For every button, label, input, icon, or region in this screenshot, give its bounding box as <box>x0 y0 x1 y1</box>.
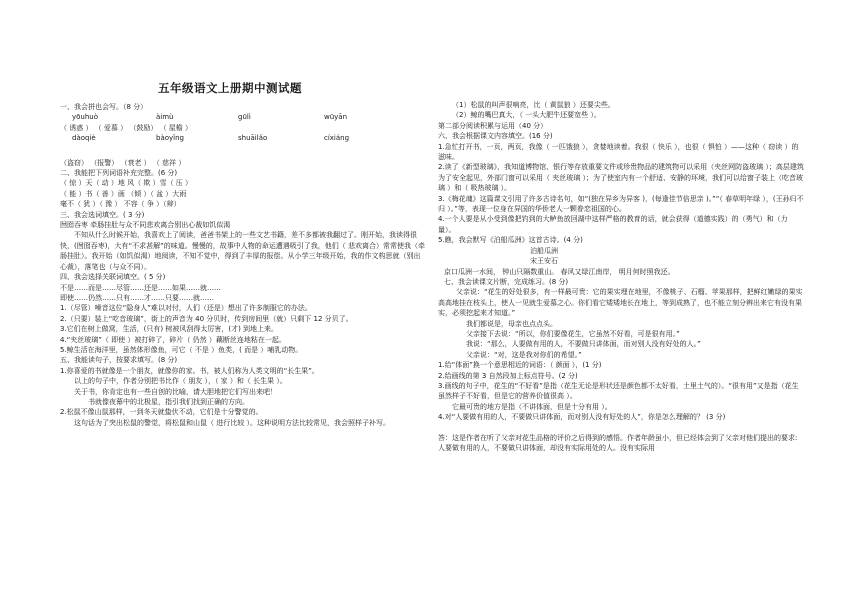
answer-row-1: （ 诱惑 ） （ 爱慕 ） （鼓励） （ 屋檐 ） <box>60 123 193 132</box>
answer-row-2: （盗窃） （报警） （衰老 ） （ 慈祥 ） <box>60 158 186 167</box>
question: 4.“夹丝玻璃”（ 即使 ）被打碎了，碎片（ 仍然 ）藕断丝连地粘在一起。 <box>60 335 286 344</box>
section-4-heading: 四、我会选择关联词填空。( 5 分) <box>60 273 166 282</box>
question: 2.松鼠不像山鼠那样，一到冬天就蛰伏不动，它们是十分警觉的。 <box>60 408 263 417</box>
pinyin: àimù <box>156 113 174 122</box>
poem-body: 京口瓜洲一水间， 钟山只隔数重山。 春风又绿江南岸， 明月何时照我还。 <box>444 267 675 276</box>
question: （2）鲸的嘴巴真大，（ 一头大肥牛还要宽些 ）。 <box>452 111 601 120</box>
section-3-heading: 三、我会选词填空。( 3 分) <box>60 210 145 219</box>
question-detail: 这句话为了突出松鼠的警觉，将松鼠和山鼠（ 进行比较 ）。这种说明方法比较常见，我会照样子补写。 <box>74 418 390 427</box>
question: 4.对“人要做有用的人，不要做只讲体面，而对别人没有好处的人”，你是怎么理解的？ (3 分) <box>438 413 726 422</box>
pinyin: yōuhuò <box>72 113 99 122</box>
pinyin: gūlì <box>238 113 251 122</box>
question: （1）松鼠的叫声很响亮，比（ 黄鼠狼 ）还要尖些。 <box>452 101 615 109</box>
question: 2.（只要）装上“吃音玻璃”，街上的声音为 40 分贝时，传到房间里（就）只剩下 12 分贝了。 <box>60 314 353 323</box>
question-detail: 关于书，你肯定也有一些自创的比喻，请大胆地把它们写出来吧！ <box>74 387 277 396</box>
question: 3.画线的句子中，花生的“不好看”是指（花生无论是形状还是颜色都不太好看，土里土气的）。“很有用”又是指（花生虽然样子不好看，但是它的营养价值很高 ）。 <box>438 381 799 401</box>
pinyin: wūyān <box>324 113 348 122</box>
pinyin-row-1 <box>60 112 425 122</box>
poem-author: 宋王安石 <box>530 257 558 266</box>
pinyin: shuāilǎo <box>238 134 268 143</box>
question: 3.《梅花魂》这篇课文引用了许多古诗名句，如“(独在异乡为异客 )，(每逢佳节倍思亲 )。”“（ 春草明年绿 ），(王孙归不归 ）。”等，表现一位身在异国的华侨老人一颗眷恋祖国的心。 <box>438 194 804 214</box>
section-2-heading: 二、我能把下列词语补充完整。(6 分) <box>60 169 178 178</box>
reading-passage: 我们都说是，母亲也点点头。 <box>466 319 557 328</box>
reading-passage: 父亲说：“对，这是我对你们的希望。” <box>466 350 582 359</box>
pinyin: cíxiáng <box>324 134 350 143</box>
poem-title: 泊船瓜洲 <box>530 246 558 255</box>
reading-passage: 父亲接下去说：“所以，你们要像花生，它虽然不好看，可是很有用。” <box>466 329 680 338</box>
conjunction-options: 不是……而是……尽管……还是……如果……就…… <box>60 283 221 292</box>
question: 2.给画线的第 3 自然段加上标点符号。(2 分) <box>438 371 578 380</box>
answer-text: 答：这是作者在听了父亲对花生品格的评价之后得到的感悟。作者年龄虽小，但已经体会到了父亲对他们提出的要求:人要做有用的人，不要做只讲体面，却没有实际用处的人。没有实际用 <box>438 433 798 452</box>
question: 2.读了《新型玻璃》，我知道博物馆、银行等存放重要文件或珍贵物品的建筑物可以采用（夹丝网防盗玻璃 ）；高层建筑为了安全起见，外部门窗可以采用（ 夹丝玻璃 ）；为了使室内有一个舒适、安静的环境，我们可以给窗子装上（吃音玻璃 ）和（ 吸热玻璃 ）。 <box>438 163 804 193</box>
section-6-heading: 六、我会根据课文内容填空。(16 分) <box>438 132 553 141</box>
question: 1.急忙打开书，一页，两页，我像（ 一匹饿狼 ），贪婪地读着。我很（ 快乐 ），也很（ 惧怕 ）——这种（ 窃读 ）的滋味。 <box>438 142 799 162</box>
question: 5.瞧，我会默写《泊船瓜洲》这首古诗。(4 分) <box>438 236 583 245</box>
question: 5.鲸生活在海洋里，虽然体形像鱼，可它（ 不是 ）鱼类，( 而是 ）哺乳动物。 <box>60 345 303 354</box>
conjunction-options: 即使……仍然……只有……才……只要……就…… <box>60 293 214 302</box>
section-7-heading: 七、我会读课文片断，完成练习。(8 分) <box>444 277 569 286</box>
reading-passage: 父亲说：“花生的好处很多，有一样最可贵：它的果实埋在地里，不像桃子、石榴、苹果那样，把鲜红嫩绿的果实高高地挂在枝头上，使人一见就生爱慕之心。你们看它矮矮地长在地上，等到成熟了，也不能立刻分辨出来它有没有果实，必须挖起来才知道。” <box>438 288 803 318</box>
section-1-heading: 一、我会拼也会写。（8 分） <box>60 103 148 111</box>
idiom-line: （ 惊 ）天（ 动 ）地 风（ 欺 ）雪（ 压 ） <box>60 179 193 188</box>
part-2-heading: 第二部分阅读积累与运用（40 分） <box>438 121 548 130</box>
right-column <box>438 100 804 453</box>
question-detail: 以上的句子中，作者分别把书比作（ 朋友 ），（ 家 ）和（ 长生果 ）。 <box>74 377 287 386</box>
question: 1.（尽管）噪音这位“隐身人”难以对付，人们（还是）想出了许多制服它的办法。 <box>60 304 312 313</box>
pinyin-row-2 <box>60 133 425 143</box>
section-5-heading: 五、我能读句子，按要求填写。(8 分) <box>60 356 178 365</box>
page-title: 五年级语文上册期中测试题 <box>158 81 302 95</box>
question: 4.一个人要是从小受到像把钓到的大鲈鱼放回湖中这样严格的教育的话，就会获得（道德实践）的（勇气）和（力量）。 <box>438 215 788 234</box>
answer-text: 书就像夜幕中的北极星，指引我们找到正确的方向。 <box>88 397 249 406</box>
idiom-line: （ 能 ）书（ 善 ）画 （倾 ）（ 盆 ）大雨 <box>60 189 187 198</box>
question: 3.它们在树上做窝，生活，(只有) 树被风刮得太厉害，(才) 到地上来。 <box>60 325 279 334</box>
left-column <box>60 81 425 428</box>
question: 1.你喜爱的书就像是一个朋友，就像你的家。书，被人们称为人类文明的“长生果”。 <box>60 366 319 375</box>
pinyin: bàoyǐng <box>156 134 184 143</box>
question-detail: 它最可贵的地方是指（不讲体面，但是十分有用 ）。 <box>452 402 612 411</box>
word-bank: 囫囵吞枣 牵肠挂肚与众不同悲欢离合别出心裁如饥似渴 <box>60 221 231 230</box>
question: 1.给“体面”换一个意思相近的词语：（ 颜面 ），(1 分) <box>438 361 602 370</box>
reading-passage: 我说：“那么，人要做有用的人，不要做只讲体面，而对别人没有好处的人。” <box>466 340 701 349</box>
idiom-line: 毫不（ 犹 ）（ 豫 ） 不容（ 争 ）（辩） <box>60 200 181 209</box>
passage: 不知从什么时候开始，我喜欢上了阅读，爸爸书架上的一些文艺书籍，差不多都被我翻过了。刚开始，我读得很快，(囫囵吞枣)，大有“不求甚解”的味道。慢慢的，故事中人物的命运遭遇吸引了我，他们（ 悲欢离合）常常使我（牵肠挂肚）。我开始（如饥似渴）地阅读，不知不觉中，得到了丰厚的报偿。从小学三年级开始，我的作文构思就（别出心裁），落笔也（与众不同）。 <box>60 231 425 271</box>
pinyin: dàoqiè <box>72 134 96 143</box>
